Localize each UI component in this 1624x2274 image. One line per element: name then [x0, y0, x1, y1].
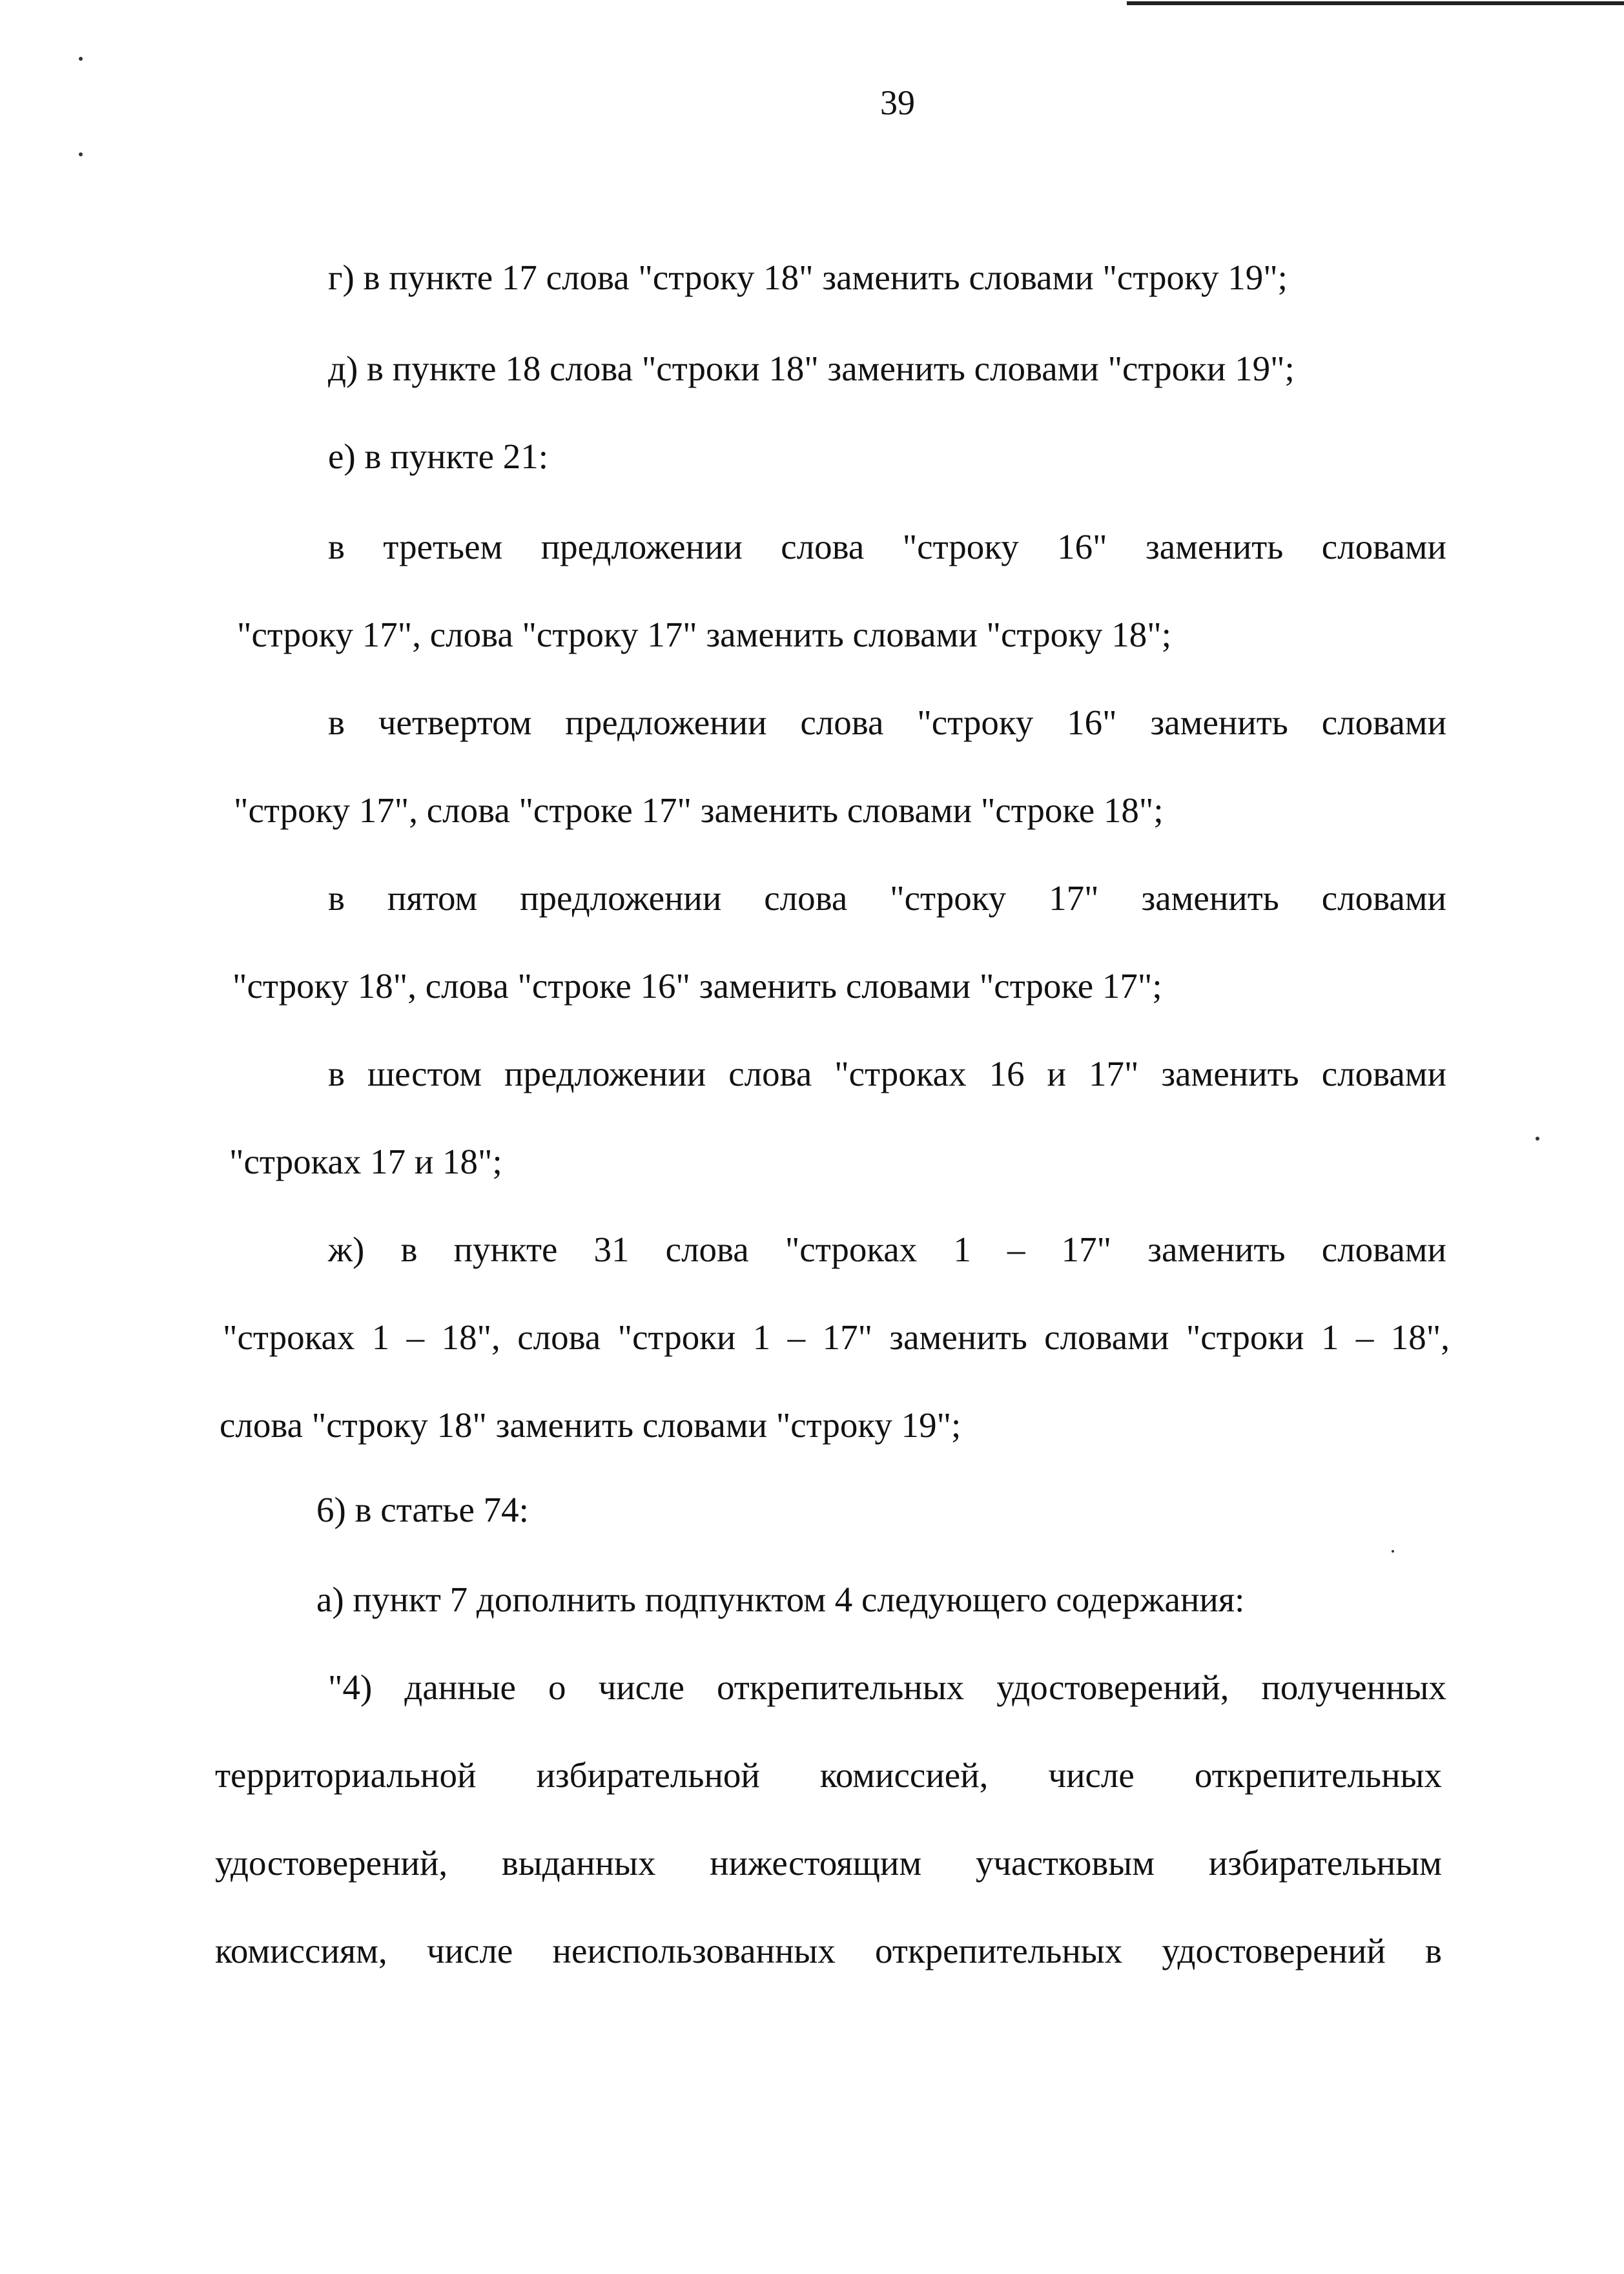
- paragraph-line: в пятом предложении слова "строку 17" заменить словами: [328, 878, 1446, 918]
- scan-speck: [79, 152, 83, 156]
- paragraph-line: 6) в статье 74:: [316, 1490, 529, 1529]
- paragraph-line: в третьем предложении слова "строку 16" заменить словами: [328, 527, 1446, 566]
- paragraph-line: ж) в пункте 31 слова "строках 1 – 17" заменить словами: [328, 1230, 1446, 1269]
- paragraph-line: "строках 17 и 18";: [229, 1142, 502, 1181]
- top-edge-rule: [1127, 1, 1624, 5]
- paragraph-line: в четвертом предложении слова "строку 16" заменить словами: [328, 703, 1446, 742]
- scan-speck: [1392, 1550, 1394, 1553]
- paragraph-line: территориальной избирательной комиссией, числе открепительных: [215, 1755, 1442, 1795]
- paragraph-line: удостоверений, выданных нижестоящим участковым избирательным: [215, 1843, 1442, 1883]
- page-number: 39: [880, 83, 915, 122]
- paragraph-line: а) пункт 7 дополнить подпунктом 4 следующего содержания:: [316, 1580, 1245, 1619]
- paragraph-line: д) в пункте 18 слова "строки 18" заменить словами "строки 19";: [328, 349, 1295, 388]
- paragraph-line: е) в пункте 21:: [328, 437, 549, 476]
- paragraph-line: "4) данные о числе открепительных удостоверений, полученных: [328, 1668, 1446, 1707]
- paragraph-line: "строку 17", слова "строке 17" заменить словами "строке 18";: [234, 791, 1164, 830]
- paragraph-line: "строку 17", слова "строку 17" заменить словами "строку 18";: [237, 615, 1172, 654]
- paragraph-line: в шестом предложении слова "строках 16 и 17" заменить словами: [328, 1054, 1446, 1093]
- paragraph-line: г) в пункте 17 слова "строку 18" заменить словами "строку 19";: [328, 258, 1288, 297]
- paragraph-line: "строку 18", слова "строке 16" заменить словами "строке 17";: [232, 966, 1162, 1006]
- scan-speck: [1536, 1137, 1539, 1141]
- paragraph-line: слова "строку 18" заменить словами "строку 19";: [220, 1405, 961, 1445]
- paragraph-line: "строках 1 – 18", слова "строки 1 – 17" заменить словами "строки 1 – 18",: [223, 1318, 1450, 1357]
- paragraph-line: комиссиям, числе неиспользованных открепительных удостоверений в: [215, 1931, 1442, 1970]
- scan-speck: [79, 57, 83, 61]
